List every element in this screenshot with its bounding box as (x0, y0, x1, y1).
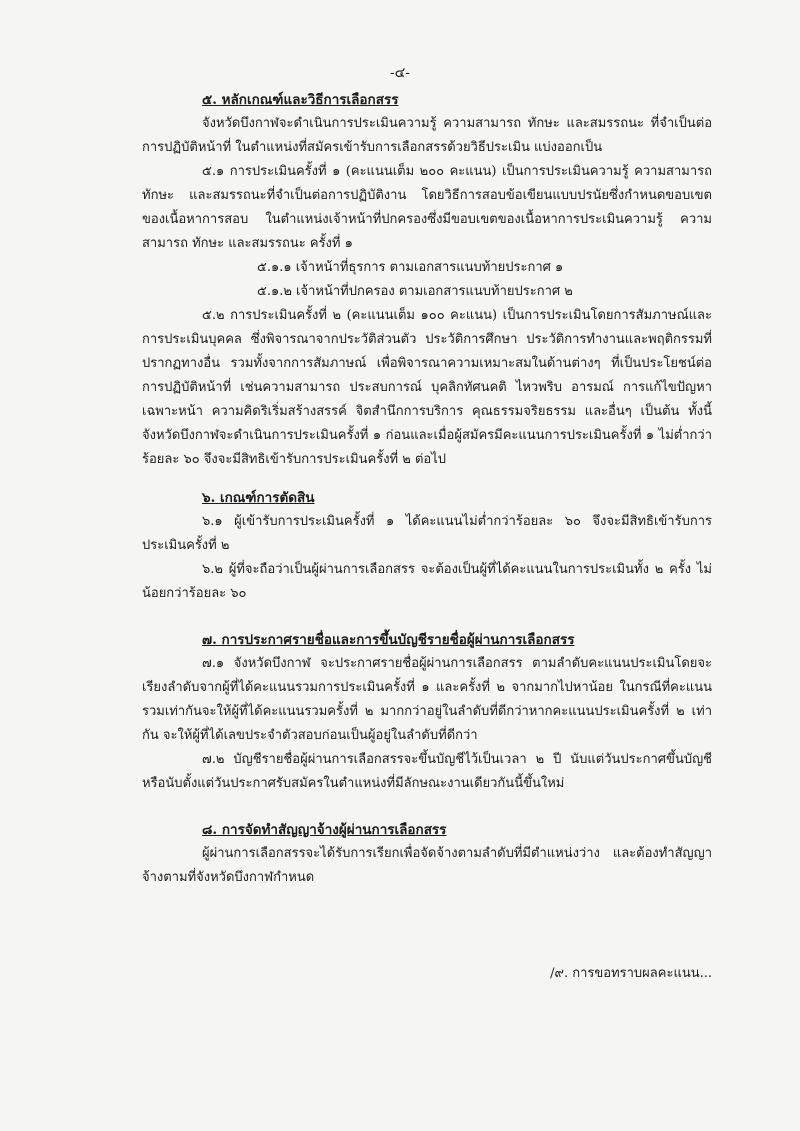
section-6-1-paragraph: ๖.๑ ผู้เข้ารับการประเมินครั้งที่ ๑ ได้คะแนนไม่ต่ำกว่าร้อยละ ๖๐ จึงจะมีสิทธิเข้ารับการประเมินครั้งที่ ๒ (142, 514, 712, 553)
section-5-heading: ๕. หลักเกณฑ์และวิธีการเลือกสรร (202, 92, 399, 108)
section-8-heading: ๘. การจัดทำสัญญาจ้างผู้ผ่านการเลือกสรร (202, 822, 447, 838)
section-5-1-2-item: ๕.๑.๒ เจ้าหน้าที่ปกครอง ตามเอกสารแนบท้ายประกาศ ๒ (257, 284, 573, 299)
section-7-2-paragraph: ๗.๒ บัญชีรายชื่อผู้ผ่านการเลือกสรรจะขึ้นบัญชีไว้เป็นเวลา ๒ ปี นับแต่วันประกาศขึ้นบัญชี หรือนับตั้งแต่วันประกาศรับสมัครในตำแหน่งที่มีลักษณะงานเดียวกันนี้ขึ้นใหม่ (142, 752, 712, 791)
spacer (142, 606, 712, 628)
section-5-1-1-item: ๕.๑.๑ เจ้าหน้าที่ธุรการ ตามเอกสารแนบท้ายประกาศ ๑ (257, 260, 564, 275)
page-number: -๔- (389, 65, 411, 81)
section-8-paragraph: ผู้ผ่านการเลือกสรรจะได้รับการเรียกเพื่อจัดจ้างตามลำดับที่มีตำแหน่งว่าง และต้องทำสัญญาจ้างตามที่จังหวัดบึงกาฬกำหนด (142, 846, 712, 885)
section-5-1-paragraph: ๕.๑ การประเมินครั้งที่ ๑ (คะแนนเต็ม ๒๐๐ คะแนน) เป็นการประเมินความรู้ ความสามารถ ทักษะ และสมรรถนะที่จำเป็นต่อการปฏิบัติงาน โดยวิธีการสอบข้อเขียนแบบปรนัยซึ่งกำหนดขอบเขตของเนื้อหาการสอบ ในตำแหน่งเจ้าหน้าที่ปกครองซึ่งมีขอบเขตของเนื้อหาการประเมินความรู้ ความสามารถ ทักษะ และสมรรถนะ ครั้งที่ ๑ (142, 164, 712, 251)
section-5-intro: จังหวัดบึงกาฬจะดำเนินการประเมินความรู้ ความสามารถ ทักษะ และสมรรถนะ ที่จำเป็นต่อการปฏิบัติหน้าที่ ในตำแหน่งที่สมัครเข้ารับการเลือกสรรด้วยวิธีประเมิน แบ่งออกเป็น (142, 116, 712, 155)
section-6-heading: ๖. เกณฑ์การตัดสิน (202, 490, 315, 506)
section-7-1-paragraph: ๗.๑ จังหวัดบึงกาฬ จะประกาศรายชื่อผู้ผ่านการเลือกสรร ตามลำดับคะแนนประเมินโดยจะเรียงลำดับจากผู้ที่ได้คะแนนรวมการประเมินครั้งที่ ๑ และครั้งที่ ๒ จากมากไปหาน้อย ในกรณีที่คะแนนรวมเท่ากันจะให้ผู้ที่ได้คะแนนรวมครั้งที่ ๒ มากกว่าอยู่ในลำดับที่ดีกว่าหากคะแนนประเมินครั้งที่ ๒ เท่ากัน จะให้ผู้ที่ได้เลขประจำตัวสอบก่อนเป็นผู้อยู่ในลำดับที่ดีกว่า (142, 656, 712, 743)
document-body (142, 88, 712, 890)
spacer (142, 472, 712, 486)
section-5-2-paragraph: ๕.๒ การประเมินครั้งที่ ๒ (คะแนนเต็ม ๑๐๐ คะแนน) เป็นการประเมินโดยการสัมภาษณ์และการประเมินบุคคล ซึ่งพิจารณาจากประวัติส่วนตัว ประวัติการศึกษา ประวัติการทำงานและพฤติกรรมที่ปรากฏทางอื่น รวมทั้งจากการสัมภาษณ์ เพื่อพิจารณาความเหมาะสมในด้านต่างๆ ที่เป็นประโยชน์ต่อการปฏิบัติหน้าที่ เช่นความสามารถ ประสบการณ์ บุคลิกทัศนคติ ไหวพริบ อารมณ์ การแก้ไขปัญหาเฉพาะหน้า ความคิดริเริ่มสร้างสรรค์ จิตสำนึกการบริการ คุณธรรมจริยธรรม และอื่นๆ เป็นต้น ทั้งนี้ จังหวัดบึงกาฬจะดำเนินการประเมินครั้งที่ ๑ ก่อนและเมื่อผู้สมัครมีคะแนนการประเมินครั้งที่ ๑ ไม่ต่ำกว่าร้อยละ ๖๐ จึงจะมีสิทธิเข้ารับการประเมินครั้งที่ ๒ ต่อไป (142, 308, 712, 467)
section-7-heading: ๗. การประกาศรายชื่อและการขึ้นบัญชีรายชื่อผู้ผ่านการเลือกสรร (202, 632, 575, 648)
continuation-note: /๙. การขอทราบผลคะแนน... (550, 966, 712, 981)
spacer (142, 796, 712, 818)
section-6-2-paragraph: ๖.๒ ผู้ที่จะถือว่าเป็นผู้ผ่านการเลือกสรร จะต้องเป็นผู้ที่ได้คะแนนในการประเมินทั้ง ๒ ครั้ง ไม่น้อยกว่าร้อยละ ๖๐ (142, 562, 712, 601)
